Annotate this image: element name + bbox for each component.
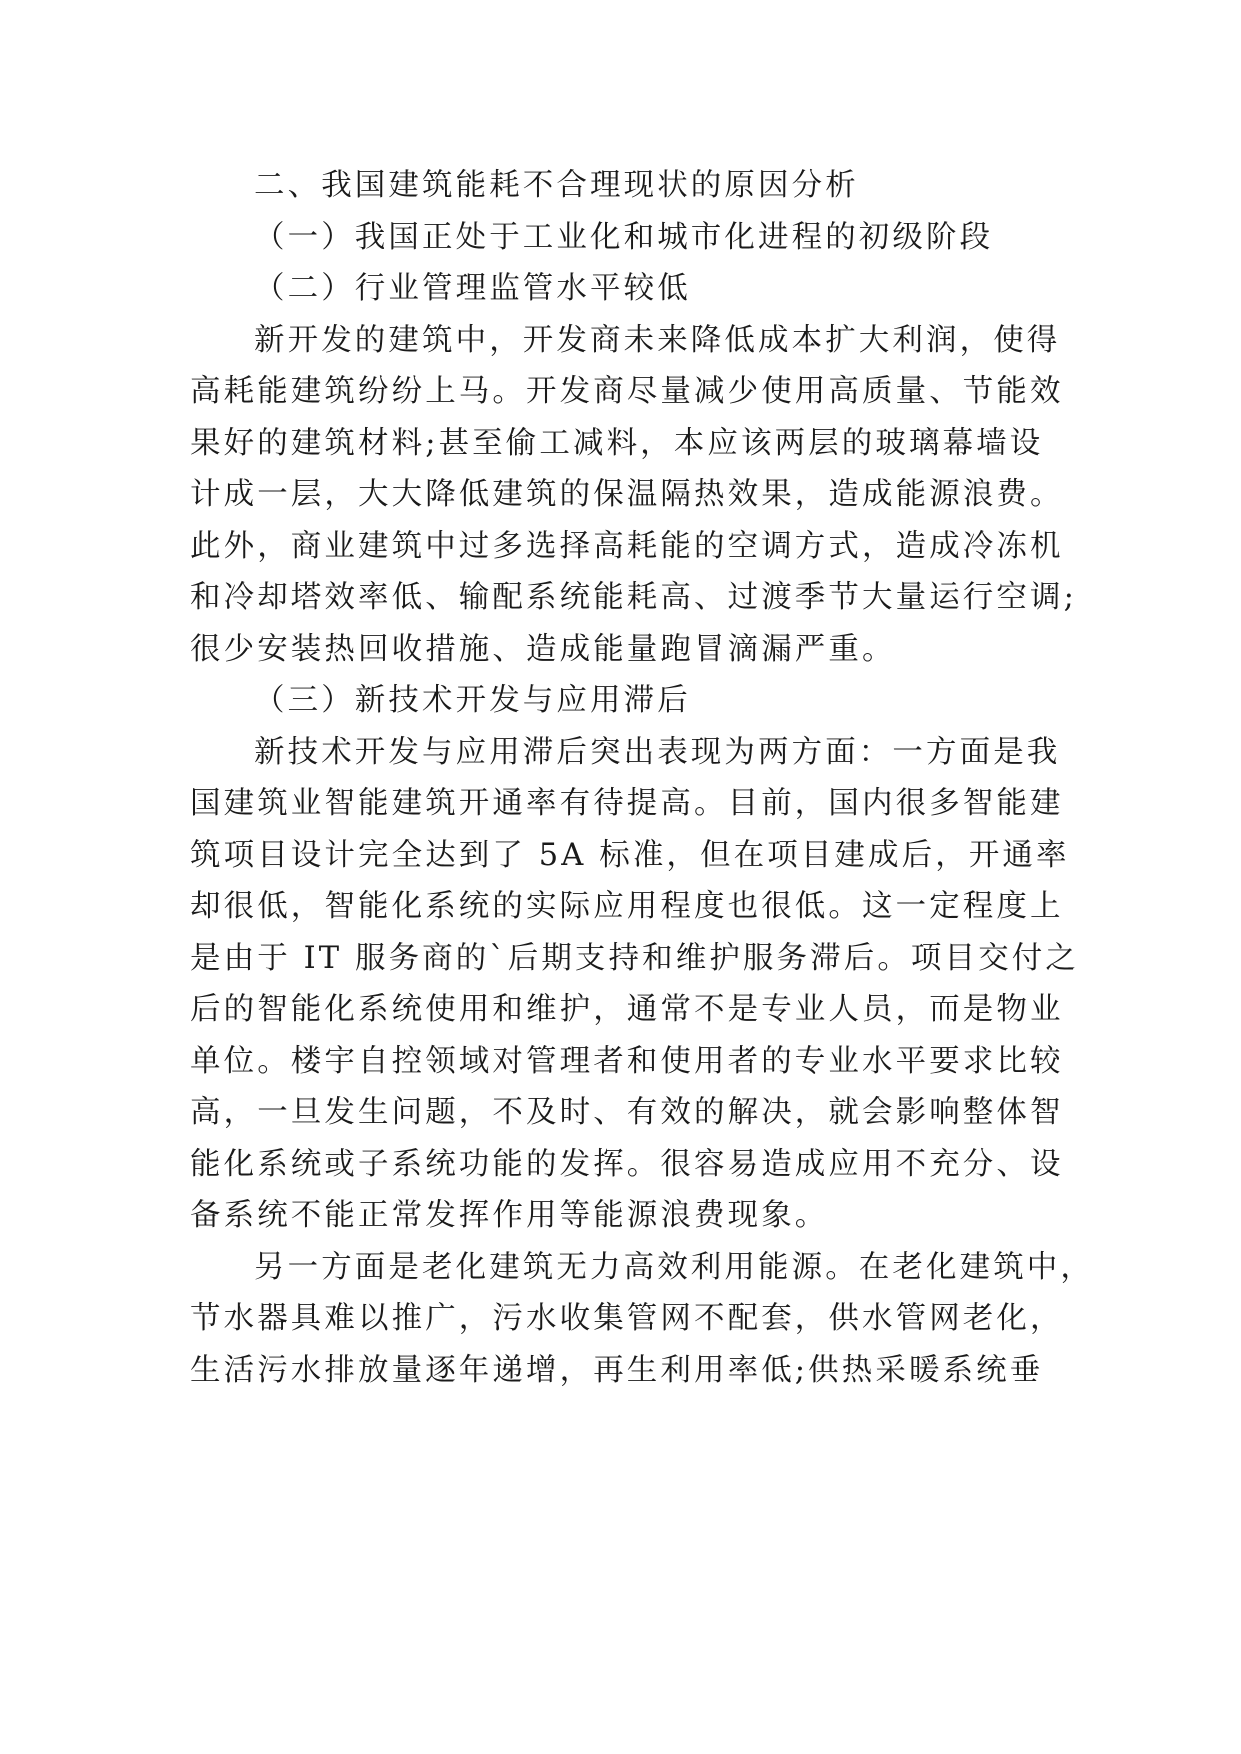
paragraph-line: 国建筑业智能建筑开通率有待提高。目前，国内很多智能建 — [190, 786, 1064, 821]
paragraph-line: 节水器具难以推广，污水收集管网不配套，供水管网老化， — [190, 1301, 1064, 1336]
paragraph-line: 后的智能化系统使用和维护，通常不是专业人员，而是物业 — [190, 992, 1064, 1027]
paragraph-line: 另一方面是老化建筑无力高效利用能源。在老化建筑中， — [254, 1249, 1094, 1285]
subsection-heading-1: （一）我国正处于工业化和城市化进程的初级阶段 — [254, 219, 994, 255]
paragraph-line: 单位。楼宇自控领域对管理者和使用者的专业水平要求比较 — [190, 1043, 1064, 1079]
paragraph-line: 计成一层，大大降低建筑的保温隔热效果，造成能源浪费。 — [190, 477, 1064, 512]
paragraph-line: 新技术开发与应用滞后突出表现为两方面：一方面是我 — [254, 734, 1061, 770]
paragraph-line: 果好的建筑材料;甚至偷工减料，本应该两层的玻璃幕墙设 — [190, 425, 1044, 461]
paragraph-3 — [190, 1242, 1094, 1397]
document-body — [190, 160, 1094, 1396]
paragraph-line: 是由于 IT 服务商的`后期支持和维护服务滞后。项目交付之 — [190, 940, 1079, 976]
paragraph-line: 生活污水排放量逐年递增，再生利用率低;供热采暖系统垂 — [190, 1352, 1044, 1388]
paragraph-line: 新开发的建筑中，开发商未来降低成本扩大利润，使得 — [254, 322, 1061, 358]
paragraph-1 — [190, 315, 1077, 676]
paragraph-line: 此外，商业建筑中过多选择高耗能的空调方式，造成冷冻机 — [190, 528, 1064, 564]
paragraph-line: 高耗能建筑纷纷上马。开发商尽量减少使用高质量、节能效 — [190, 374, 1064, 409]
paragraph-line: 筑项目设计完全达到了 5A 标准，但在项目建成后，开通率 — [190, 837, 1070, 873]
paragraph-line: 却很低，智能化系统的实际应用程度也很低。这一定程度上 — [190, 889, 1064, 924]
paragraph-line: 能化系统或子系统功能的发挥。很容易造成应用不充分、设 — [190, 1146, 1064, 1182]
subsection-heading-2: （二）行业管理监管水平较低 — [254, 271, 691, 306]
paragraph-line: 高，一旦发生问题，不及时、有效的解决，就会影响整体智 — [190, 1095, 1064, 1130]
paragraph-line: 很少安装热回收措施、造成能量跑冒滴漏严重。 — [190, 631, 896, 667]
subsection-heading-3: （三）新技术开发与应用滞后 — [254, 683, 691, 718]
paragraph-2 — [190, 727, 1079, 1242]
paragraph-line: 备系统不能正常发挥作用等能源浪费现象。 — [190, 1198, 829, 1233]
section-heading: 二、我国建筑能耗不合理现状的原因分析 — [254, 168, 859, 203]
paragraph-line: 和冷却塔效率低、输配系统能耗高、过渡季节大量运行空调; — [190, 580, 1077, 615]
